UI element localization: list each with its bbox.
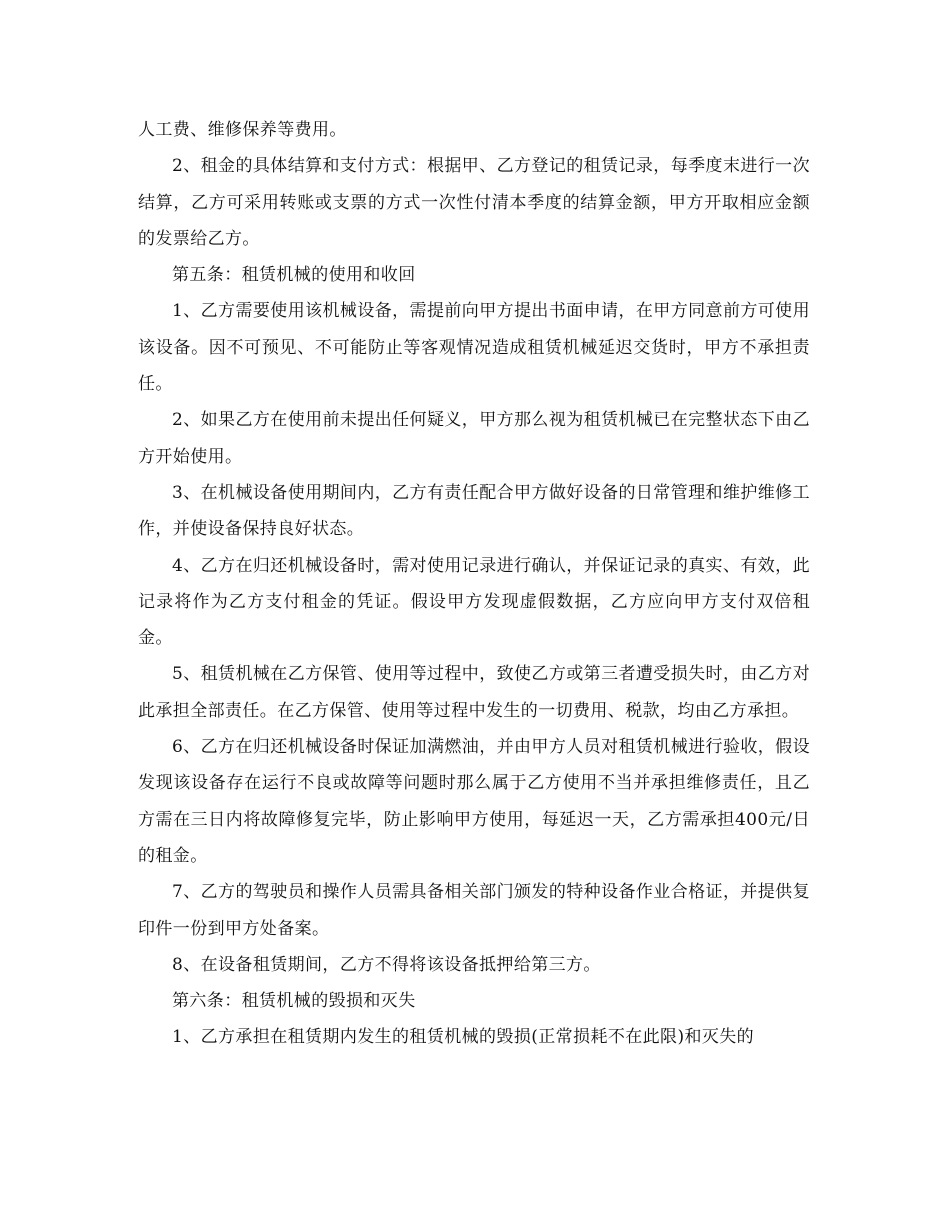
paragraph-continuation: 人工费、维修保养等费用。 [138, 120, 347, 140]
paragraph: 2、租金的具体结算和支付方式：根据甲、乙方登记的租赁记录，每季度末进行一次结算，乙方可采用转账或支票的方式一次性付清本季度的结算金额，甲方开取相应金额的发票给乙方。 [138, 156, 810, 249]
paragraph: 1、乙方承担在租赁期内发生的租赁机械的毁损(正常损耗不在此限)和灭失的 [172, 1027, 755, 1048]
paragraph: 2、如果乙方在使用前未提出任何疑义，甲方那么视为租赁机械已在完整状态下由乙方开始使用。 [138, 410, 810, 467]
section-heading: 第五条：租赁机械的使用和收回 [172, 265, 416, 286]
paragraph: 6、乙方在归还机械设备时保证加满燃油，并由甲方人员对租赁机械进行验收，假设发现该设备存在运行不良或故障等问题时那么属于乙方使用不当并承担维修责任，且乙方需在三日内将故障修复完毕，防止影响甲方使用，每延迟一天，乙方需承担400元/日的租金。 [138, 737, 810, 866]
paragraph: 3、在机械设备使用期间内，乙方有责任配合甲方做好设备的日常管理和维护维修工作，并使设备保持良好状态。 [138, 482, 810, 540]
paragraph: 8、在设备租赁期间，乙方不得将该设备抵押给第三方。 [172, 954, 601, 975]
paragraph: 5、租赁机械在乙方保管、使用等过程中，致使乙方或第三者遭受损失时，由乙方对此承担全部责任。在乙方保管、使用等过程中发生的一切费用、税款，均由乙方承担。 [138, 664, 810, 721]
paragraph: 4、乙方在归还机械设备时，需对使用记录进行确认，并保证记录的真实、有效，此记录将作为乙方支付租金的凭证。假设甲方发现虚假数据，乙方应向甲方支付双倍租金。 [138, 555, 810, 649]
section-heading: 第六条：租赁机械的毁损和灭失 [172, 991, 416, 1012]
document-body [138, 112, 810, 1056]
paragraph: 7、乙方的驾驶员和操作人员需具备相关部门颁发的特种设备作业合格证，并提供复印件一份到甲方处备案。 [138, 882, 810, 939]
paragraph: 1、乙方需要使用该机械设备，需提前向甲方提出书面申请，在甲方同意前方可使用该设备。因不可预见、不可能防止等客观情况造成租赁机械延迟交货时，甲方不承担责任。 [138, 301, 810, 395]
